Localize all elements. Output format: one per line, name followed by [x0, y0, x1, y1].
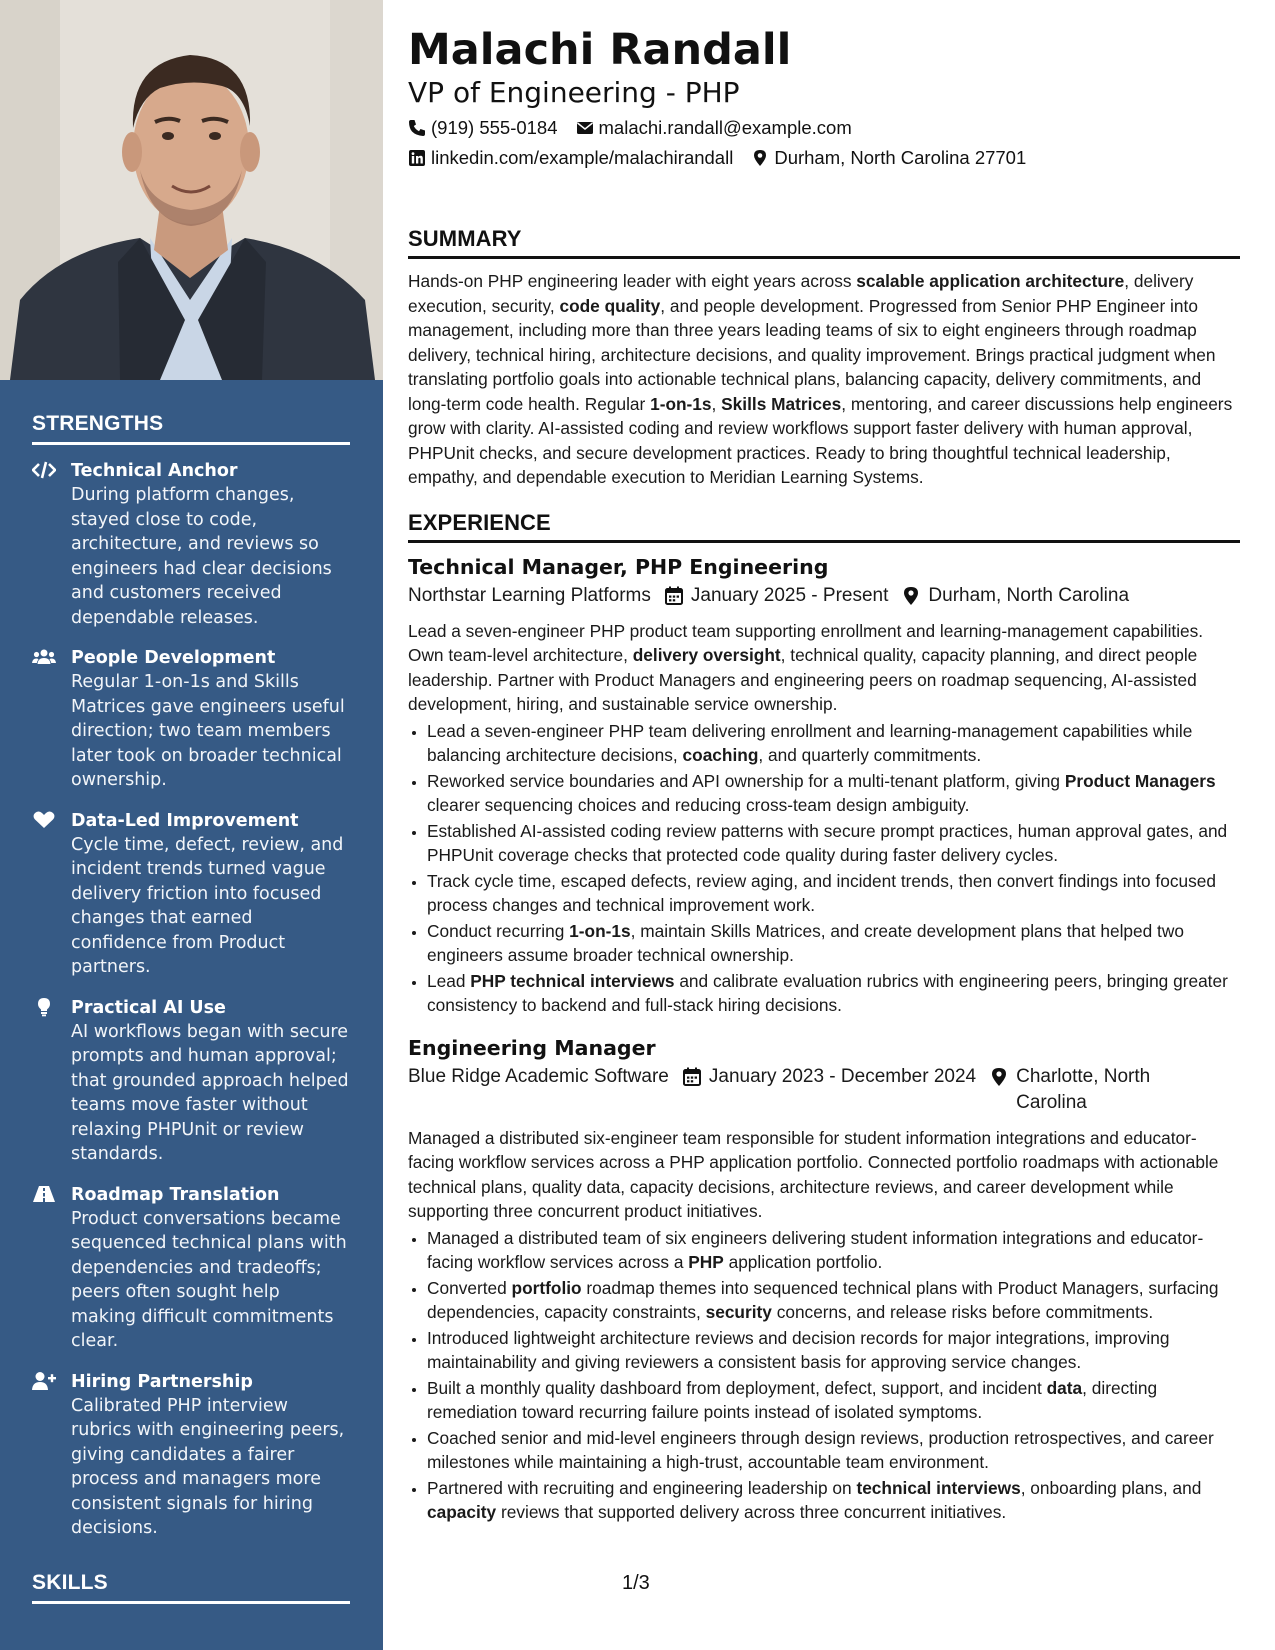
job-location: Durham, North Carolina: [902, 583, 1129, 609]
list-item: • Managed a distributed team of six engineers delivering student information integrations and educator-facing workflow services across a PHP application portfolio.: [427, 1226, 1240, 1275]
map-pin-icon: [990, 1067, 1008, 1087]
experience-heading: EXPERIENCE: [408, 510, 1240, 543]
calendar-icon: [665, 586, 683, 606]
lightbulb-icon: [32, 997, 56, 1017]
strength-item: [32, 646, 350, 793]
strength-desc: AI workflows began with secure prompts and human approval; that grounded approach helped teams move faster without relaxing PHPUnit or review standards.: [71, 1021, 349, 1164]
location-text: Durham, North Carolina 27701: [774, 147, 1027, 168]
job-entry: [408, 1034, 1240, 1525]
list-item: • Coached senior and mid-level engineers through design reviews, production retrospectives, and career milestones while maintaining a high-trust, accountable team environment.: [427, 1426, 1240, 1475]
list-item: • Partnered with recruiting and engineering leadership on technical interviews, onboarding plans, and capacity reviews that supported delivery across three concurrent initiatives.: [427, 1476, 1240, 1525]
summary-text: Hands-on PHP engineering leader with eight years across scalable application architecture, delivery execution, security, code quality, and people development. Progressed from Senior PHP Engineer into management, including more than three years leading teams of six to eight engineers through roadmap delivery, technical hiring, architecture decisions, and quality improvement. Brings practical judgment when translating portfolio goals into actionable technical plans, balancing capacity, delivery commitments, and long-term code health. Regular 1-on-1s, Skills Matrices, mentoring, and career discussions help engineers grow with clarity. AI-assisted coding and review workflows support faster delivery with human approval, PHPUnit checks, and secure development practices. Ready to bring thoughtful technical leadership, empathy, and dependable execution to Meridian Learning Systems.: [408, 271, 1233, 487]
job-bullets: [408, 1226, 1240, 1525]
linkedin-url: linkedin.com/example/malachirandall: [431, 147, 734, 168]
email-contact[interactable]: [576, 116, 852, 140]
list-item: • Established AI-assisted coding review patterns with secure prompt practices, human approval gates, and PHPUnit coverage checks that protected code quality during faster delivery cycles.: [427, 819, 1240, 868]
job-dates: January 2023 - December 2024: [683, 1064, 976, 1090]
job-title: Engineering Manager: [408, 1035, 656, 1060]
envelope-icon: [576, 119, 594, 137]
contact-row: [408, 146, 1240, 170]
strength-item: [32, 459, 350, 630]
map-pin-icon: [902, 586, 920, 606]
strength-item: [32, 1370, 350, 1541]
strength-desc: Calibrated PHP interview rubrics with engineering peers, giving candidates a fairer process and managers more consistent signals for hiring decisions.: [71, 1395, 345, 1538]
job-dates: January 2025 - Present: [665, 583, 889, 609]
strength-title: Technical Anchor: [71, 461, 238, 481]
user-plus-icon: [32, 1371, 56, 1391]
heart-icon: [32, 810, 56, 830]
linkedin-contact[interactable]: [408, 146, 733, 170]
phone-icon: [408, 119, 426, 137]
strength-desc: Product conversations became sequenced technical plans with dependencies and tradeoffs; peers often sought help making difficult commitments clear.: [71, 1208, 347, 1351]
job-meta: [408, 1064, 1240, 1116]
job-title: Technical Manager, PHP Engineering: [408, 554, 829, 579]
users-icon: [32, 647, 56, 667]
list-item: • Reworked service boundaries and API ownership for a multi-tenant platform, giving Product Managers clearer sequencing choices and reducing cross-team design ambiguity.: [427, 769, 1240, 818]
company-name: Blue Ridge Academic Software: [408, 1065, 669, 1087]
job-location: Charlotte, North Carolina: [990, 1064, 1170, 1116]
strength-desc: Regular 1-on-1s and Skills Matrices gave engineers useful direction; two team members later took on broader technical ownership.: [71, 672, 345, 790]
list-item: • Converted portfolio roadmap themes into sequenced technical plans with Product Managers, surfacing dependencies, capacity constraints, security concerns, and release risks before commitments.: [427, 1276, 1240, 1325]
list-item: • Track cycle time, escaped defects, review aging, and incident trends, then convert findings into focused process changes and technical improvement work.: [427, 869, 1240, 918]
list-item: • Conduct recurring 1-on-1s, maintain Skills Matrices, and create development plans that helped two engineers assume broader technical ownership.: [427, 919, 1240, 968]
list-item: • Lead a seven-engineer PHP team delivering enrollment and learning-management capabilities while balancing architecture decisions, coaching, and quarterly commitments.: [427, 719, 1240, 768]
strength-item: [32, 809, 350, 980]
strength-desc: During platform changes, stayed close to code, architecture, and reviews so engineers had clear decisions and customers received dependable releases.: [71, 485, 332, 628]
strength-desc: Cycle time, defect, review, and incident trends turned vague delivery friction into focused changes that earned confidence from Product partners.: [71, 834, 344, 977]
linkedin-icon: [408, 149, 426, 167]
strength-item: [32, 996, 350, 1167]
candidate-name: Malachi Randall: [408, 25, 792, 75]
strength-title: Data-Led Improvement: [71, 810, 299, 831]
strength-title: Hiring Partnership: [71, 1371, 253, 1392]
list-item: • Built a monthly quality dashboard from deployment, defect, support, and incident data, directing remediation toward recurring failure points instead of isolated symptoms.: [427, 1376, 1240, 1425]
job-bullets: [408, 719, 1240, 1018]
road-icon: [32, 1184, 56, 1204]
job-meta: [408, 583, 1240, 609]
sidebar: [0, 0, 383, 1650]
skills-heading: SKILLS: [32, 1571, 350, 1604]
code-icon: [32, 460, 56, 480]
candidate-role: VP of Engineering - PHP: [408, 76, 740, 109]
job-summary: Lead a seven-engineer PHP product team supporting enrollment and learning-management capabilities. Own team-level architecture, delivery oversight, technical quality, capacity planning, and direct people leadership. Partner with Product Managers and engineering peers on roadmap sequencing, AI-assisted development, hiring, and sustainable service ownership.: [408, 620, 1204, 714]
list-item: • Lead PHP technical interviews and calibrate evaluation rubrics with engineering peers, bringing greater consistency to backend and full-stack hiring decisions.: [427, 969, 1240, 1018]
strength-title: Roadmap Translation: [71, 1184, 280, 1205]
company-name: Northstar Learning Platforms: [408, 584, 651, 606]
phone-number: (919) 555-0184: [431, 117, 558, 138]
strength-title: People Development: [71, 648, 276, 668]
list-item: • Introduced lightweight architecture reviews and decision records for major integrations, improving maintainability and giving reviewers a consistent basis for approving service changes.: [427, 1326, 1240, 1375]
job-entry: [408, 553, 1240, 1018]
summary-heading: SUMMARY: [408, 226, 1240, 259]
location-contact: [751, 146, 1026, 170]
strength-title: Practical AI Use: [71, 997, 226, 1018]
sidebar-content: [32, 412, 350, 1618]
job-summary: Managed a distributed six-engineer team responsible for student information integrations and educator-facing workflow services across a PHP application portfolio. Connected portfolio roadmaps with actionable technical plans, quality data, capacity decisions, architecture reviews, and career development while supporting three concurrent product initiatives.: [408, 1127, 1219, 1221]
page-number: 1/3: [622, 1572, 650, 1594]
email-address: malachi.randall@example.com: [598, 117, 852, 138]
strengths-heading: STRENGTHS: [32, 412, 350, 445]
calendar-icon: [683, 1067, 701, 1087]
phone-contact[interactable]: [408, 116, 558, 140]
profile-photo: [0, 0, 383, 380]
strength-item: [32, 1183, 350, 1354]
contact-row: [408, 116, 1240, 140]
main-content: [408, 22, 1240, 1526]
map-pin-icon: [751, 149, 769, 167]
